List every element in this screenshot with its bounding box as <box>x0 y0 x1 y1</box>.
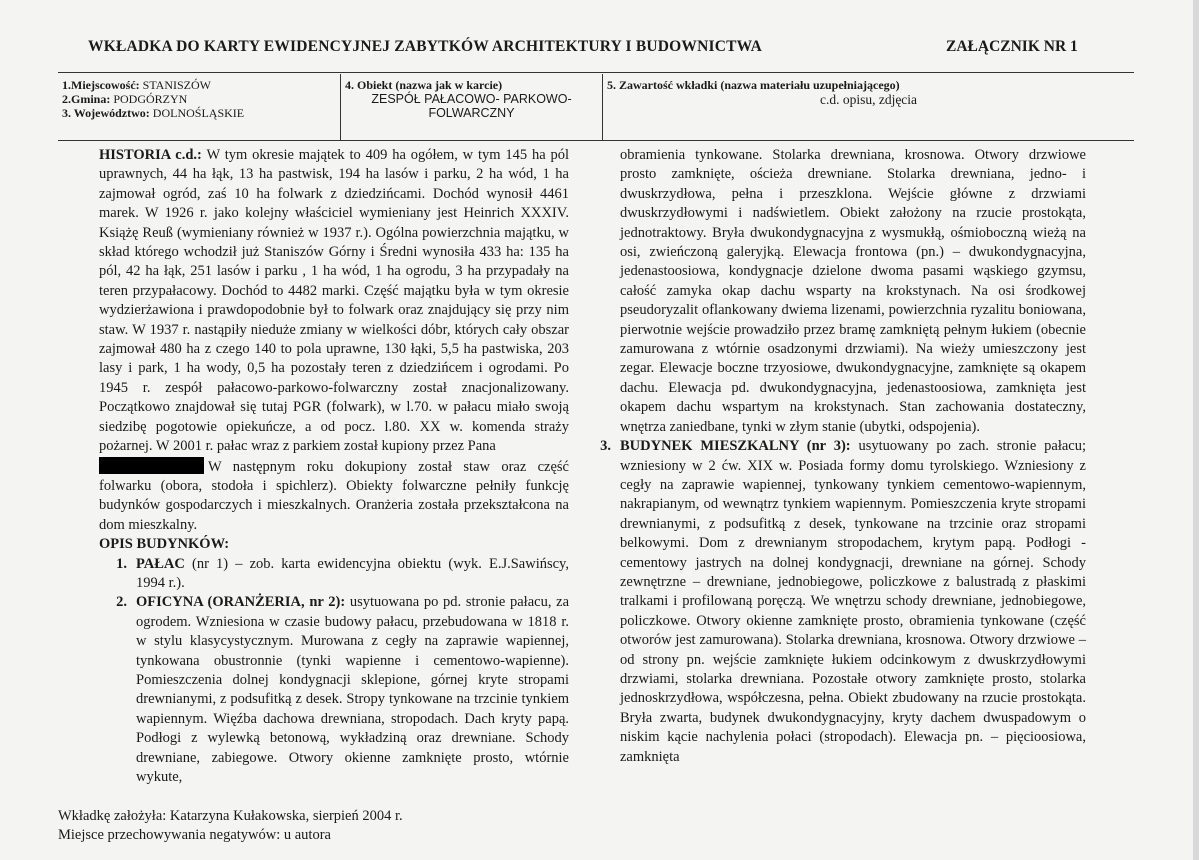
list-item-residential <box>583 437 1086 767</box>
locality-label: 1.Miejscowość: <box>62 78 140 92</box>
item-title: PAŁAC <box>136 555 185 572</box>
storage-line: Miejsce przechowywania negatywów: u autora <box>58 827 331 843</box>
list-item-palace <box>99 555 569 594</box>
list-item-oficyna <box>99 593 569 787</box>
object-label: 4. Obiekt (nazwa jak w karcie) <box>345 78 503 92</box>
list-item-number: 3. <box>600 438 611 455</box>
object-cell <box>340 74 602 140</box>
continuation-paragraph: obramienia tynkowane. Stolarka drewniana, krosnowa. Otwory drzwiowe prosto zamknięte, ościeża drewniane. Stolarka drewniana, jedno- i dwuskrzydłowa, pełna i przeszklona. Wejście główne z drzwiami dwuskrzydłowymi i nadświetlem. Obiekt założony na rzucie prostokąta, jednotraktowy. Bryła dwukondygnacyjna z wysmukłą, ośmioboczną wieżą na osi, zwieńczoną galeryjką. Elewacja frontowa (pn.) – dwukondygnacyjna, jedenastoosiowa, kondygnacje dzielone dwoma pasami wąskiego gzymsu, całość zamyka okap dachu wsparty na krokstynach. Na osi środkowej pseudoryzalit oflankowany dwiema lizenami, powierzchnia ryzalitu boniowana, pierwotnie wejście prowadziło przez bramę zamkniętą pełnym łukiem (obecnie zamurowana z wtórnie osadzonymi drzwiami). Na wieży umieszczony jest zegar. Elewacje boczne trzyosiowe, dwukondygnacyjne, zamknięte są okapem dachu. Elewacja pd. dwukondygnacyjna, jedenastoosiowa, zamknięta jest okapem dachu wspartym na krokstynach. Stan zachowania dostateczny, wnętrza zaniedbane, tynki w złym stanie (ubytki, odspojenia). <box>620 147 1086 435</box>
contents-value: c.d. opisu, zdjęcia <box>819 92 918 107</box>
object-value-line-1: ZESPÓŁ PAŁACOWO- PARKOWO- <box>371 92 572 106</box>
object-value-line-2: FOLWARCZNY <box>428 106 515 120</box>
locality-line <box>62 78 336 92</box>
voivodeship-label: 3. Województwo: <box>62 106 150 120</box>
right-column <box>600 146 1087 767</box>
list-item-number: 1. <box>116 555 127 572</box>
redaction-block <box>99 457 204 474</box>
item-title: OFICYNA (ORANŻERIA, nr 2): <box>136 594 346 611</box>
history-text-1: W tym okresie majątek to 409 ha ogółem, w tym 145 ha pól uprawnych, 44 ha łąk, 13 ha pastwisk, 194 ha lasów i parku, 2 ha wód, 1 ha zajmował ogród, zaś 10 ha folwark z dziedzińcami. Dochód wynosił 4461 marek. W 1926 r. jako kolejny właściciel wymieniany jest Heinrich XXXIV. Książę Reuß (wymieniany również w 1937 r.). Ogólna powierzchnia majątku, w skład którego wchodził już Staniszów Górny i Średni wynosiła 433 ha: 135 ha pól, 42 ha łąk, 251 lasów i parku , 1 ha wód, 1 ha ogrodu, 3 ha przypadały na teren przypałacowy. Dochód to 4482 marki. Część majątku była w tym okresie wydzierżawiona i prawdopodobnie był to folwark oraz znajdujący się przy nim staw. W 1937 r. nastąpiły nieduże zmiany w wielkości dóbr, których cały obszar zajmował 480 ha z czego 140 to pola uprawne, 130 łąki, 5,5 ha pastwiska, 203 lasy i park, 1 ha wody, 0,5 ha pozostały teren z dziedzińcem i ogrodami. Po 1945 r. zespół pałacowo-parkowo-folwarczny został znacjonalizowany. Początkowo znajdował się tutaj PGR (folwark), w l.70. w pałacu miało swoją siedzibę pogotowie opiekuńcze, a od pocz. l.80. XX w. komenda straży pożarnej. W 2001 r. pałac wraz z parkiem został kupiony przez Pana <box>99 147 569 455</box>
left-column <box>99 146 569 787</box>
footer <box>58 807 403 845</box>
list-item-body <box>136 593 569 787</box>
contents-label: 5. Zawartość wkładki (nazwa materiału uzupełniającego) <box>607 78 900 92</box>
voivodeship-line <box>62 106 336 120</box>
location-cell <box>58 74 340 140</box>
voivodeship-value: DOLNOŚLĄSKIE <box>152 106 245 120</box>
item-text: (nr 1) – zob. karta ewidencyjna obiektu (wyk. E.J.Sawińscy, 1994 r.). <box>136 555 569 591</box>
commune-line <box>62 92 336 106</box>
opis-heading: OPIS BUDYNKÓW: <box>99 536 230 553</box>
item-text: usytuowana po pd. stronie pałacu, za ogrodem. Wzniesiona w czasie budowy pałacu, przebudowana w 1818 r. w stylu klasycystycznym. Murowana z cegły na zaprawie wapiennej, tynkowana obustronnie (tynki wapienne i cementowo-wapienne). Pomieszczenia dolnej kondygnacji sklepione, górnej kryte stropami drewnianymi, z podsufitką z desek. Stropy tynkowane na trzcinie tynkiem wapiennym. Więźba dachowa drewniana, stropodach. Dach kryty papą. Podłogi z wylewką betonową, wykładziną oraz drewniane. Schody drewniane, zabiegowe. Otwory okienne zamknięte prosto, wtórnie wykute, <box>136 594 570 785</box>
commune-value: PODGÓRZYN <box>113 92 188 106</box>
history-text-2: W następnym roku dokupiony został staw oraz część folwarku (obora, stodoła i spichlerz). Obiekty folwarczne pełniły funkcję budynków gospodarczych i mieszkalnych. Oranżeria została przekształcona na dom mieszkalny. <box>99 458 569 533</box>
item-text: usytuowany po zach. stronie pałacu; wzniesiony w 2 ćw. XIX w. Posiada formy domu tyrolskiego. Wzniesiony z cegły na zaprawie wapiennej, tynkowany tynkiem cementowo-wapiennym, nakrapianym, od wewnątrz tynkiem wapiennym. Pomieszczenia kryte stropami drewnianymi, z podsufitką z desek, tynkowane na trzcinie oraz stropami belkowymi. Dom z drewnianym stropodachem, krytym papą. Podłogi - cementowy jastrych na dolnej kondygnacji, drewniane na górnej. Schody zewnętrzne – drewniane, jednobiegowe, policzkowe z balustradą z płaskimi tralkami i profilowaną poręczą. We wnętrzu schody drewniane, jednobiegowe, policzkowe. Otwory okienne zamknięte prosto, obramienia tynkowane (część otworów jest zamurowana). Stolarka drewniana, krosnowa. Otwory drzwiowe – od strony pn. wejście zamknięte łukiem odcinkowym z dwuskrzydłowymi drzwiami, stolarka drewniana. Pozostałe otwory zamknięte prosto, stolarka jednoskrzydłowa, współczesna, pełna. Obiekt zbudowany na rzucie prostokąta. Bryła zwarta, budynek dwukondygnacyjny, kryty dachem dwuspadowym o niskim kącie nachylenia połaci (stropodach). Elewacja pn. – pięcioosiowa, zamknięta <box>620 438 1087 765</box>
top-divider <box>58 72 1134 73</box>
annex-label: ZAŁĄCZNIK NR 1 <box>946 38 1078 55</box>
list-item-body <box>136 555 569 594</box>
item-title: BUDYNEK MIESZKALNY (nr 3): <box>620 438 851 455</box>
history-paragraph <box>99 146 569 457</box>
contents-cell <box>602 74 1134 140</box>
locality-value: STANISZÓW <box>142 78 212 92</box>
author-line: Wkładkę założyła: Katarzyna Kułakowska, sierpień 2004 r. <box>58 808 403 824</box>
history-paragraph-cont <box>99 457 569 536</box>
metadata-row <box>58 74 1134 141</box>
list-item-number: 2. <box>116 594 127 611</box>
commune-label: 2.Gmina: <box>62 92 111 106</box>
history-heading: HISTORIA c.d.: <box>99 147 202 163</box>
page-title: WKŁADKA DO KARTY EWIDENCYJNEJ ZABYTKÓW ARCHITEKTURY I BUDOWNICTWA <box>88 38 763 55</box>
list-item-body <box>620 437 1086 767</box>
